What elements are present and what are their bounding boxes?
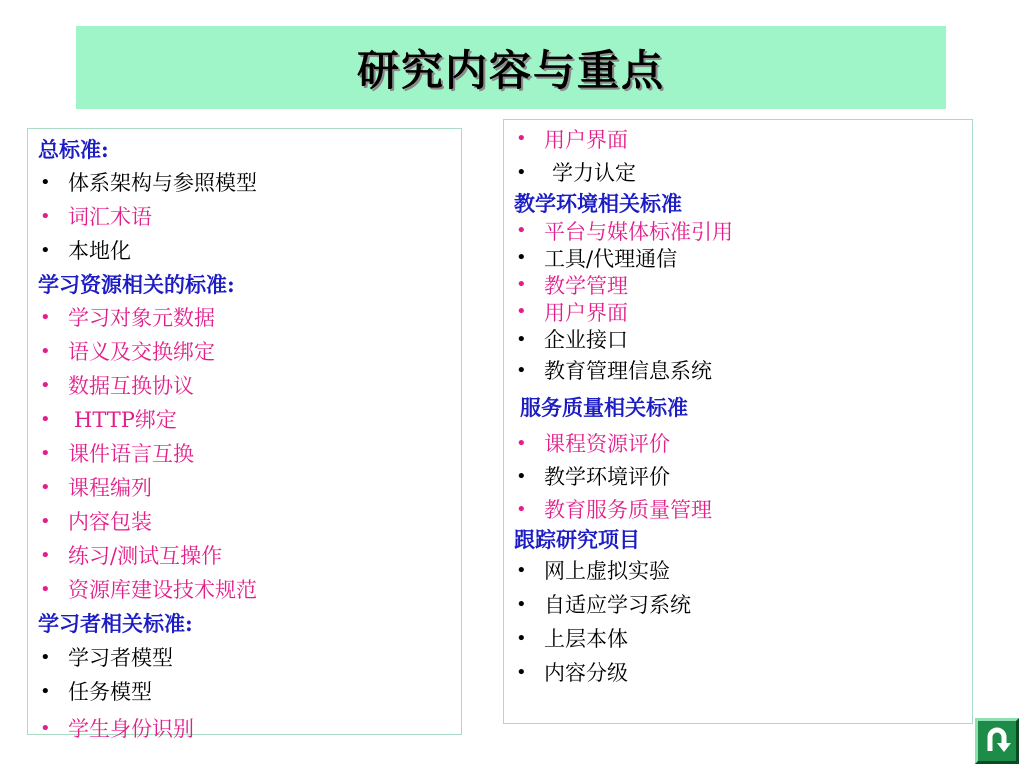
list-item-text: HTTP绑定	[74, 408, 177, 432]
bullet-marker: •	[516, 432, 527, 454]
right-content-panel	[503, 119, 973, 724]
bullet-marker: •	[516, 247, 527, 268]
list-item-text: 网上虚拟实验	[544, 559, 670, 583]
list-item	[514, 271, 972, 298]
list-item	[38, 165, 461, 199]
bullet-marker: •	[516, 220, 527, 241]
list-item	[514, 553, 972, 587]
list-item-text: 上层本体	[544, 627, 628, 651]
list-item-text: 平台与媒体标准引用	[544, 219, 733, 244]
list-item	[514, 427, 972, 459]
list-item	[38, 640, 461, 674]
list-item-text: 资源库建设技术规范	[68, 578, 257, 602]
bullet-marker: •	[40, 442, 51, 464]
list-item-text: 学习对象元数据	[68, 306, 215, 330]
bullet-marker: •	[40, 205, 51, 227]
list-item	[38, 674, 461, 708]
list-item	[38, 199, 461, 233]
bullet-marker: •	[40, 544, 51, 566]
list-item-text: 练习/测试互操作	[68, 544, 223, 568]
list-item-text: 词汇术语	[68, 205, 152, 229]
bullet-marker: •	[40, 171, 51, 193]
list-item-text: 学力认定	[552, 161, 636, 185]
slide-title: 研究内容与重点	[356, 45, 665, 95]
bullet-marker: •	[516, 328, 527, 350]
section-heading: 服务质量相关标准	[520, 395, 688, 420]
section-heading: 教学环境相关标准	[514, 191, 682, 216]
bullet-marker: •	[516, 128, 527, 149]
list-item-text: 课程编列	[68, 476, 152, 500]
bullet-marker: •	[40, 239, 51, 261]
list-item-text: 教学管理	[544, 273, 628, 298]
list-item	[514, 298, 972, 325]
bullet-marker: •	[40, 510, 51, 532]
list-item	[38, 538, 461, 572]
list-item	[514, 459, 972, 493]
bullet-marker: •	[40, 306, 51, 328]
list-item-text: 课程资源评价	[544, 432, 670, 456]
list-item-text: 自适应学习系统	[544, 593, 691, 617]
list-item-text: 语义及交换绑定	[68, 340, 215, 364]
list-item	[38, 233, 461, 267]
list-item-text: 数据互换协议	[68, 374, 194, 398]
list-item	[514, 621, 972, 655]
list-item-text: 用户界面	[544, 300, 628, 325]
bullet-marker: •	[516, 161, 527, 183]
list-item-text: 内容包装	[68, 510, 152, 534]
bullet-marker: •	[40, 646, 51, 668]
list-item-text: 教育管理信息系统	[544, 359, 712, 383]
bullet-marker: •	[516, 465, 527, 487]
bullet-marker: •	[516, 359, 527, 381]
bullet-marker: •	[516, 593, 527, 615]
list-item	[514, 587, 972, 621]
bullet-marker: •	[516, 301, 527, 322]
list-item-text: 学生身份识别	[68, 717, 194, 741]
list-item-text: 教育服务质量管理	[544, 498, 712, 522]
bullet-marker: •	[40, 578, 51, 600]
return-button[interactable]	[975, 718, 1019, 764]
list-item-text: 用户界面	[544, 127, 628, 152]
list-item	[514, 493, 972, 525]
list-item	[514, 325, 972, 353]
list-item	[38, 504, 461, 538]
section-heading: 总标准:	[38, 137, 109, 162]
bullet-marker: •	[516, 661, 527, 683]
section-heading: 学习者相关标准:	[38, 611, 193, 636]
list-item-text: 教学环境评价	[544, 465, 670, 489]
bullet-marker: •	[40, 340, 51, 362]
list-item	[38, 300, 461, 334]
list-item	[514, 217, 972, 244]
list-item	[514, 244, 972, 271]
bullet-marker: •	[516, 274, 527, 295]
bullet-marker: •	[516, 627, 527, 649]
bullet-marker: •	[40, 408, 51, 430]
list-item-text: 企业接口	[544, 328, 628, 352]
list-item	[514, 353, 972, 387]
return-u-turn-icon	[978, 721, 1016, 761]
list-item-text: 体系架构与参照模型	[68, 171, 257, 195]
title-bar	[76, 26, 946, 109]
list-item	[38, 402, 461, 436]
list-item	[38, 572, 461, 606]
list-item	[514, 122, 972, 155]
list-item-text: 内容分级	[544, 661, 628, 685]
list-item-text: 课件语言互换	[68, 442, 194, 466]
list-item-text: 学习者模型	[68, 646, 173, 670]
bullet-marker: •	[40, 476, 51, 498]
bullet-marker: •	[40, 717, 51, 739]
section-heading: 跟踪研究项目	[514, 527, 640, 552]
list-item	[38, 368, 461, 402]
bullet-marker: •	[40, 680, 51, 702]
list-item	[38, 708, 461, 748]
list-item	[38, 470, 461, 504]
bullet-marker: •	[516, 498, 527, 520]
list-item-text: 本地化	[68, 239, 131, 263]
list-item-text: 工具/代理通信	[544, 246, 678, 271]
bullet-marker: •	[516, 559, 527, 581]
list-item	[38, 436, 461, 470]
list-item	[514, 155, 972, 189]
left-content-panel	[27, 128, 462, 741]
list-item-text: 任务模型	[68, 680, 152, 704]
bullet-marker: •	[40, 374, 51, 396]
list-item	[514, 655, 972, 689]
section-heading: 学习资源相关的标准:	[38, 271, 235, 297]
list-item	[38, 334, 461, 368]
